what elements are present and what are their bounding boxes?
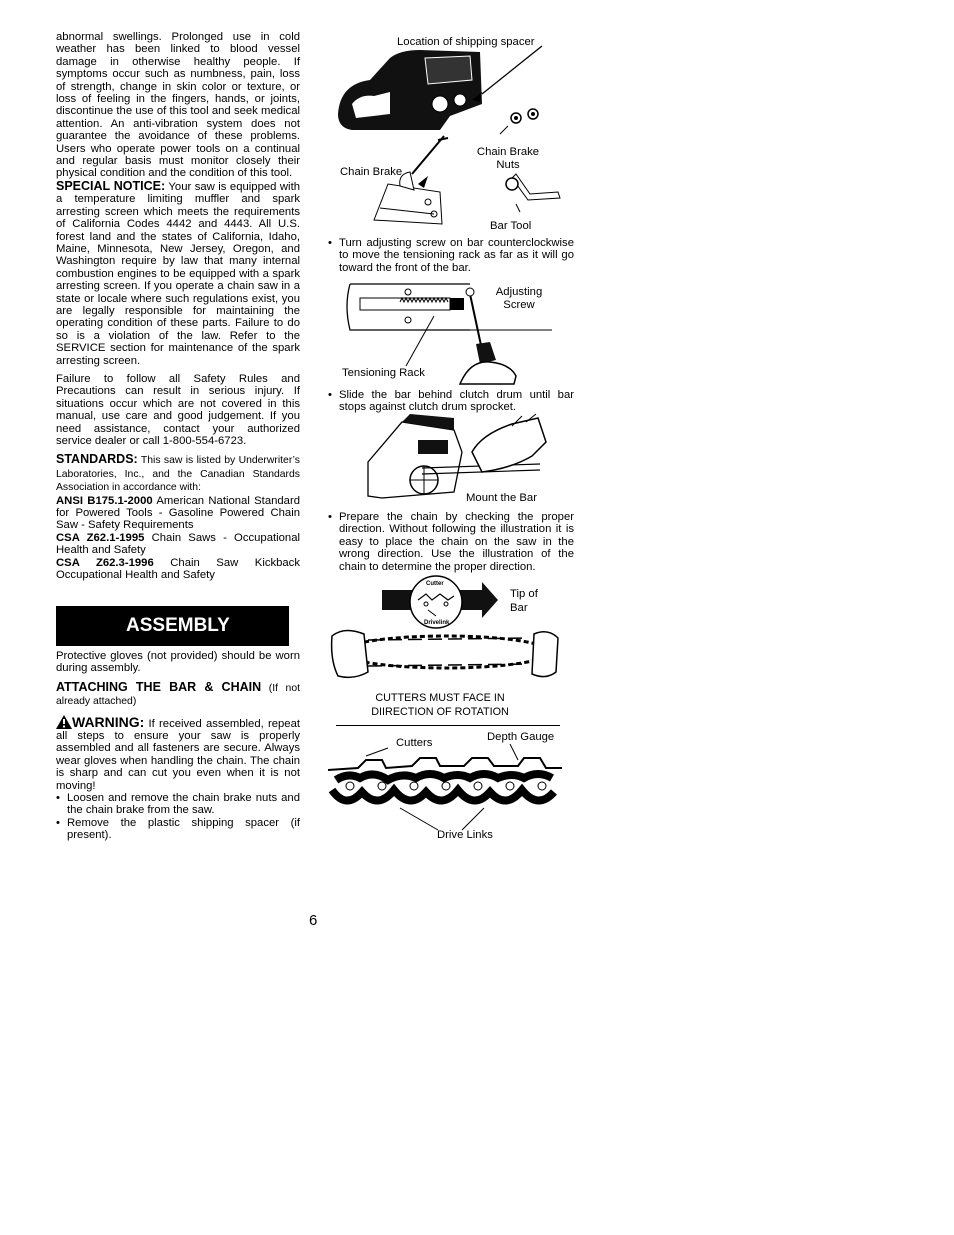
ansi-code: ANSI B175.1-2000	[56, 494, 153, 507]
list-item: • Turn adjusting screw on bar counterclockwise to move the tensioning rack as far as it will go toward the front of the bar.	[328, 237, 574, 274]
caption-line1: CUTTERS MUST FACE IN	[375, 692, 505, 704]
attaching-heading: ATTACHING THE BAR & CHAIN	[56, 679, 262, 694]
step-chain-direction	[328, 511, 574, 573]
warning-icon	[56, 715, 72, 729]
depth-gauge-label: Depth Gauge	[487, 731, 555, 743]
csa-standard-1	[56, 532, 300, 557]
list-item: • Loosen and remove the chain brake nuts and the chain brake from the saw.	[56, 792, 300, 817]
tip-line1: Tip of	[510, 588, 538, 600]
tip-line2: Bar	[510, 602, 528, 614]
drivelink-tag: Drivelink	[424, 620, 450, 626]
list-item: • Remove the plastic shipping spacer (if present).	[56, 817, 300, 842]
adjusting-line1: Adjusting	[495, 286, 543, 298]
bar-tool-label: Bar Tool	[490, 220, 532, 232]
cutters-label: Cutters	[396, 737, 433, 749]
csa-standard-2	[56, 557, 300, 582]
standards-paragraph	[56, 453, 300, 494]
special-notice-paragraph	[56, 180, 300, 367]
csa1-code: CSA Z62.1-1995	[56, 531, 145, 544]
failure-paragraph: Failure to follow all Safety Rules and Precautions can result in serious injury. If situations occur which are not covered in this manual, use care and good judgement. If you need assistance, contact your authorized service dealer or call 1-800-554-6723.	[56, 372, 300, 447]
chain-parts-illustration	[328, 746, 562, 832]
adjusting-screw-label	[488, 286, 550, 311]
vibration-paragraph: abnormal swellings. Prolonged use in cold weather has been linked to blood vessel damage in otherwise healthy people. If symptoms occur such as numbness, pain, loss of strength, change in skin color or texture, or loss of feeling in the fingers, hands, or joints, discontinue the use of this tool and seek medical attention. An anti-vibration system does not guarantee the avoidance of these problems. Users who operate power tools on a continual and regular basis must monitor closely their physical condition and the condition of this tool.	[56, 31, 300, 180]
ansi-standard	[56, 495, 300, 532]
mount-bar-label: Mount the Bar	[466, 492, 537, 504]
csa1-text: Chain Saws - Occupational Health and Safety	[56, 531, 300, 557]
nuts-label-line1: Chain Brake	[476, 146, 540, 158]
cutter-tag: Cutter	[426, 581, 444, 587]
drive-links-label: Drive Links	[437, 829, 493, 841]
page-number: 6	[309, 912, 318, 929]
adjusting-line2: Screw	[503, 298, 535, 311]
mount-bar-illustration	[362, 412, 558, 504]
ansi-text: American National Standard for Powered Tools - Gasoline Powered Chain Saw - Safety Requirements	[56, 494, 300, 532]
assembly-title: ASSEMBLY	[126, 615, 230, 636]
tensioning-rack-label: Tensioning Rack	[342, 367, 425, 379]
list-item: • Slide the bar behind clutch drum until bar stops against clutch drum sprocket.	[328, 389, 574, 414]
figure-divider	[336, 725, 560, 726]
special-notice-text: Your saw is equipped with a temperature limiting muffler and spark arresting screen which meets the requirements of California Codes 4442 and 4443. All U.S. forest land and the states of California, Idaho, Maine, Minnesota, New Jersey, Oregon, and Washington require by law that many internal combustion engines to be equipped with a spark arresting screen. If you operate a chain saw in a state or locale where such regulations exist, you are legally responsible for maintaining the operating condition of these parts. Failure to do so is a violation of the law. Refer to the SERVICE section for maintenance of the spark arresting screen.	[56, 180, 300, 367]
cutters-direction-caption	[350, 691, 530, 719]
attaching-note: (If not already attached)	[56, 682, 300, 708]
csa2-text: Chain Saw Kickback Occupational Health and Safety	[56, 556, 300, 582]
standards-text: This saw is listed by Underwriter’s Laboratories, Inc., and the Canadian Standards Association in accordance with:	[56, 455, 300, 494]
caption-line2: DIIRECTION OF ROTATION	[371, 706, 509, 718]
step-adjust-screw	[328, 237, 574, 274]
standards-heading: STANDARDS:	[56, 452, 138, 467]
assembly-banner	[56, 606, 289, 646]
warning-paragraph	[56, 715, 300, 792]
chain-brake-nuts-label	[473, 146, 543, 171]
shipping-spacer-label: Location of shipping spacer	[397, 36, 535, 48]
warning-text: If received assembled, repeat all steps to ensure your saw is properly assembled and all fasteners are secure. Always wear gloves when handling the chain. The chain is sharp and can cut you even when it is not moving!	[56, 717, 300, 792]
csa2-code: CSA Z62.3-1996	[56, 556, 154, 569]
nuts-label-line2: Nuts	[496, 158, 520, 171]
list-item: • Prepare the chain by checking the proper direction. Without following the illustration it is easy to place the chain on the saw in the wrong direction. Use the illustration of the chain to determine the proper direction.	[328, 511, 574, 573]
left-column	[56, 31, 300, 581]
tip-of-bar-label	[510, 587, 538, 615]
warning-label: WARNING:	[72, 713, 145, 730]
gloves-paragraph: Protective gloves (not provided) should be worn during assembly.	[56, 650, 300, 675]
step-slide-bar	[328, 389, 574, 414]
attaching-heading-line	[56, 681, 300, 709]
assembly-section	[56, 650, 300, 842]
special-notice-heading: SPECIAL NOTICE:	[56, 178, 166, 193]
chain-brake-label: Chain Brake	[340, 166, 403, 178]
assembly-steps	[56, 792, 300, 842]
chain-brake-illustration	[330, 44, 570, 234]
